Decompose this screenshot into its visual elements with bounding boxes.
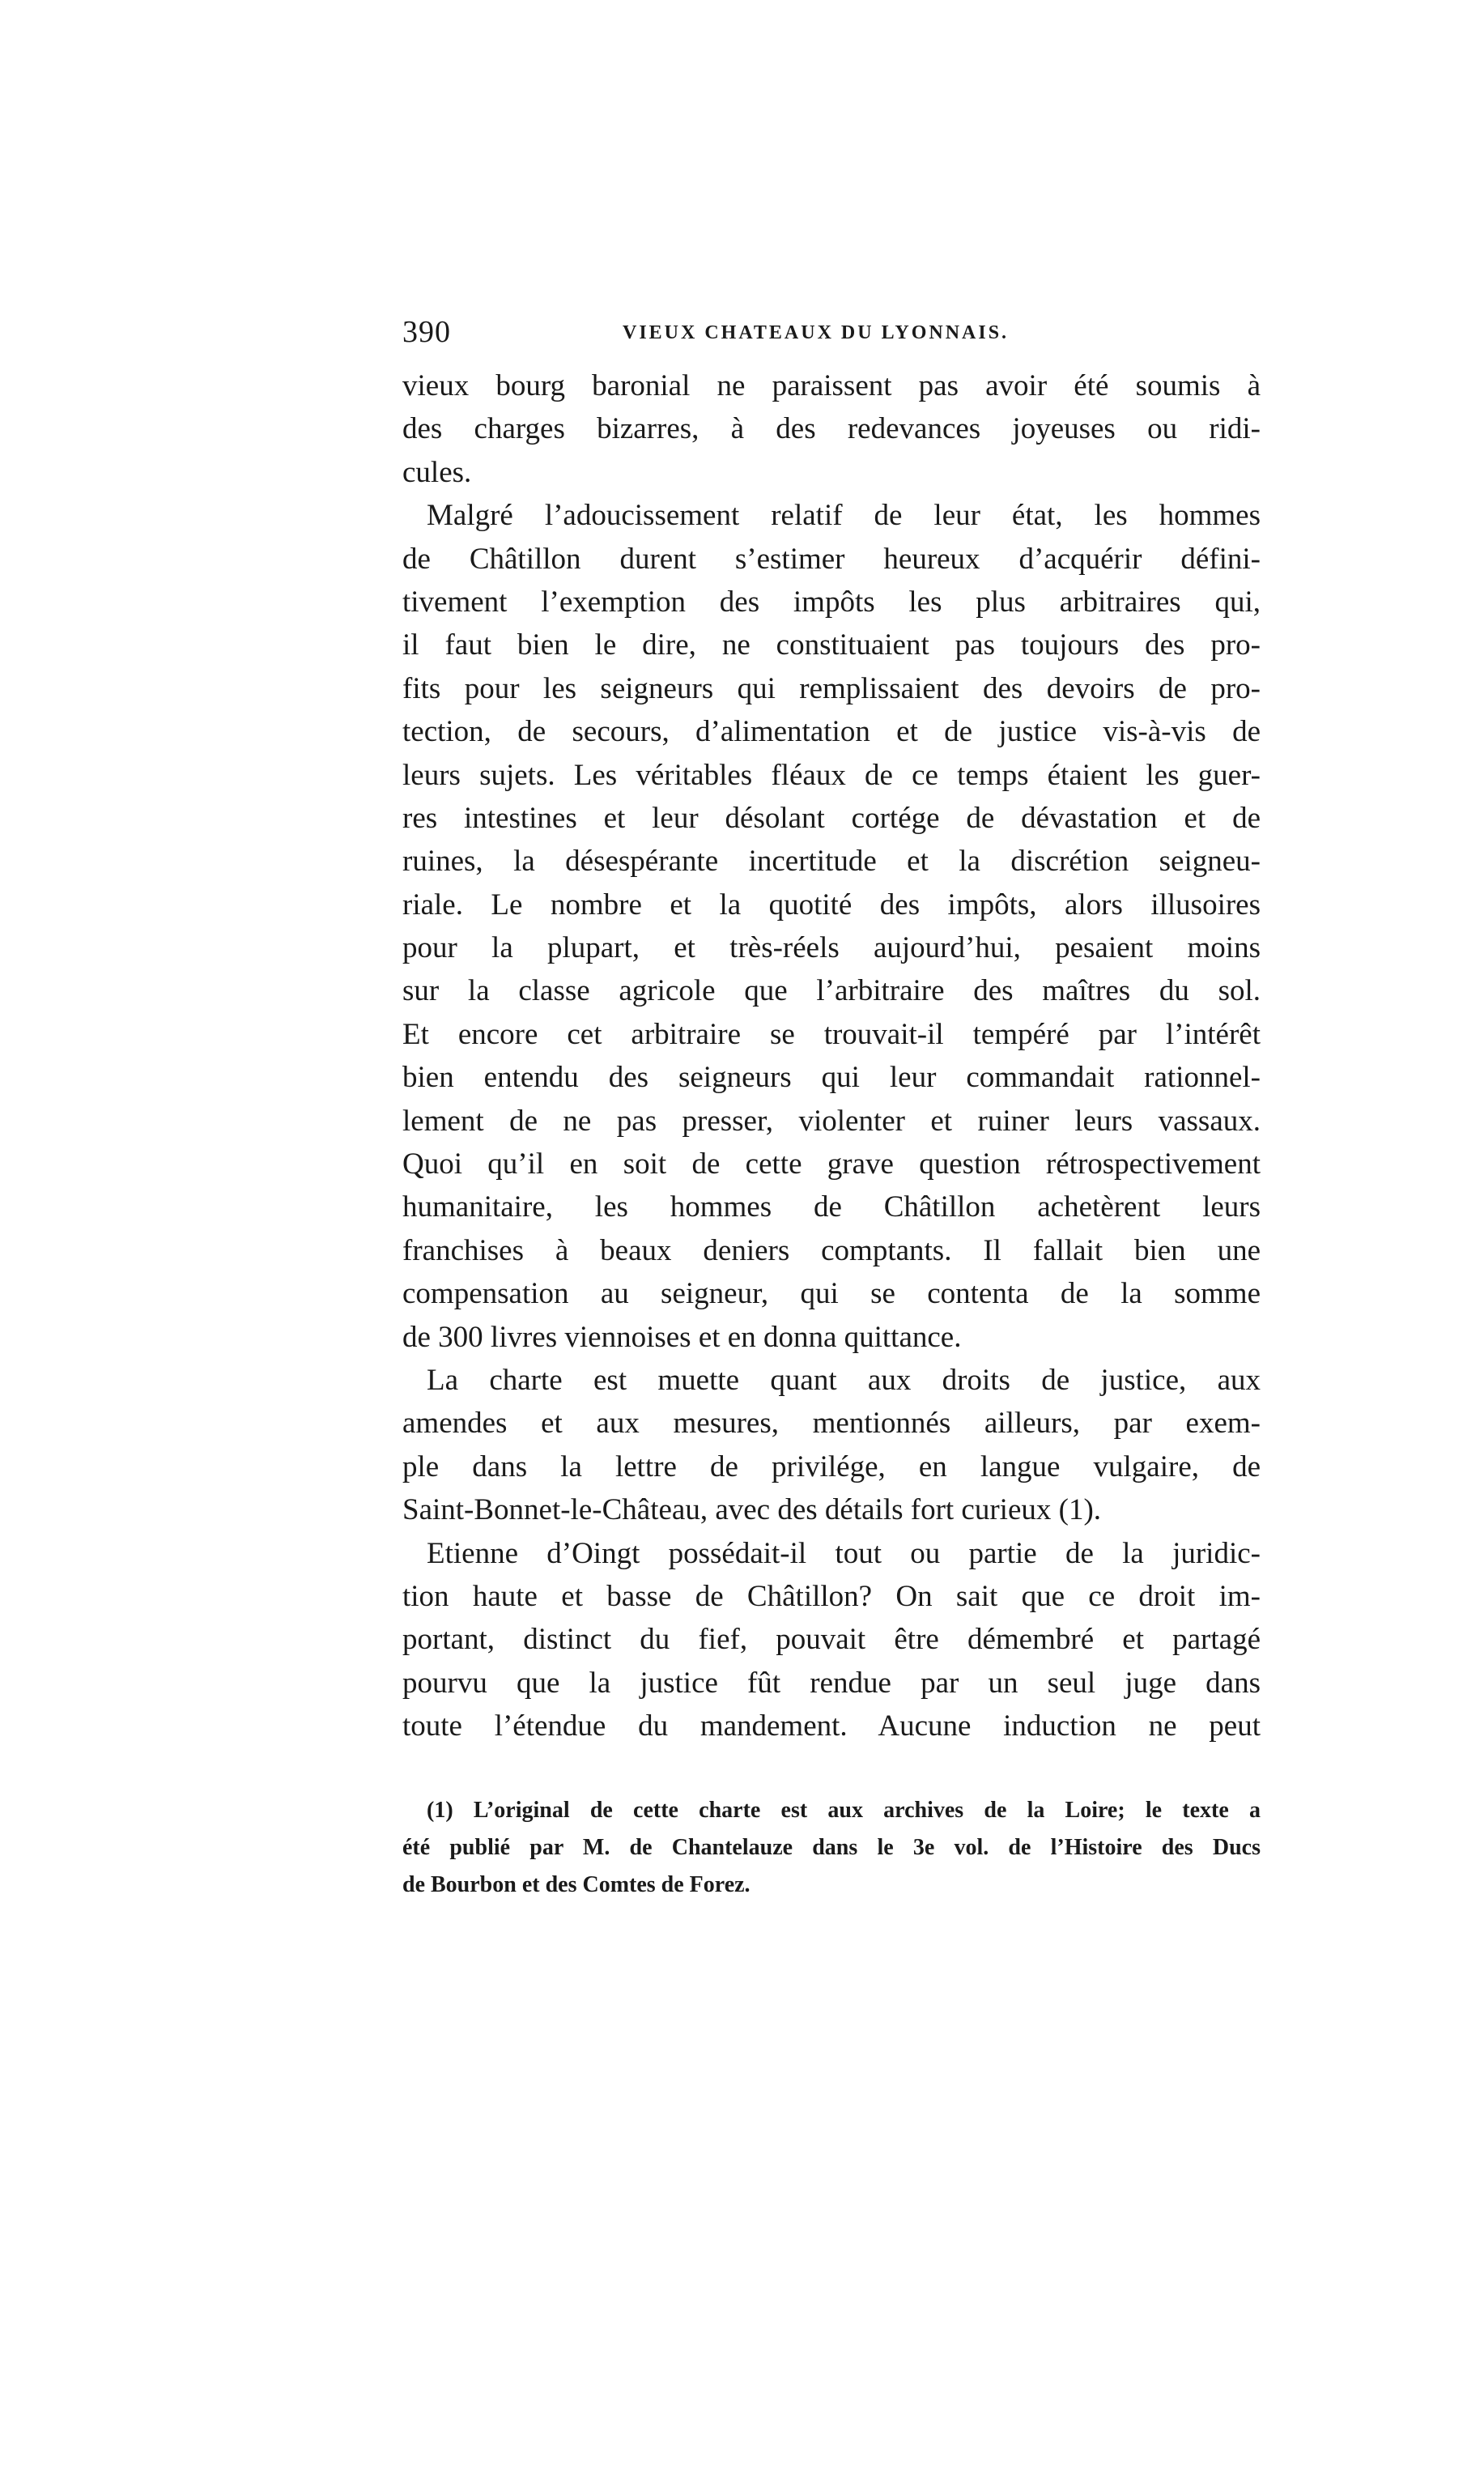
- text-line: humanitaire, les hommes de Châtillon achetèrent leurs: [402, 1190, 1261, 1224]
- text-line: ple dans la lettre de privilége, en langue vulgaire, de: [402, 1449, 1261, 1484]
- text-line: Et encore cet arbitraire se trouvait-il tempéré par l’intérêt: [402, 1017, 1261, 1051]
- text-line: pourvu que la justice fût rendue par un seul juge dans: [402, 1666, 1261, 1700]
- text-line: La charte est muette quant aux droits de justice, aux: [427, 1363, 1261, 1397]
- running-head: VIEUX CHATEAUX DU LYONNAIS.: [623, 322, 1010, 343]
- text-line: res intestines et leur désolant cortége de dévastation et de: [402, 801, 1261, 835]
- body-text: [402, 364, 1261, 1748]
- text-line: des charges bizarres, à des redevances joyeuses ou ridi-: [402, 412, 1261, 446]
- text-line: tection, de secours, d’alimentation et de justice vis-à-vis de: [402, 715, 1261, 749]
- text-line: franchises à beaux deniers comptants. Il fallait bien une: [402, 1233, 1261, 1267]
- text-line: leurs sujets. Les véritables fléaux de ce temps étaient les guer-: [402, 758, 1261, 792]
- text-line: il faut bien le dire, ne constituaient pas toujours des pro-: [402, 628, 1261, 662]
- text-line: Etienne d’Oingt possédait-il tout ou partie de la juridic-: [427, 1536, 1261, 1570]
- text-line: Quoi qu’il en soit de cette grave question rétrospectivement: [402, 1147, 1261, 1181]
- text-line: sur la classe agricole que l’arbitraire des maîtres du sol.: [402, 974, 1261, 1008]
- paragraph-3: [402, 1359, 1261, 1532]
- text-line: amendes et aux mesures, mentionnés ailleurs, par exem-: [402, 1407, 1261, 1441]
- paragraph-2: [402, 494, 1261, 1359]
- text-line: lement de ne pas presser, violenter et ruiner leurs vassaux.: [402, 1104, 1261, 1138]
- text-line: bien entendu des seigneurs qui leur commandait rationnel-: [402, 1061, 1261, 1095]
- text-line: ruines, la désespérante incertitude et la discrétion seigneu-: [402, 845, 1261, 879]
- text-line: portant, distinct du fief, pouvait être démembré et partagé: [402, 1623, 1261, 1657]
- text-line: vieux bourg baronial ne paraissent pas avoir été soumis à: [402, 369, 1261, 402]
- footnote-line: de Bourbon et des Comtes de Forez.: [402, 1872, 751, 1897]
- text-line: Saint-Bonnet-le-Château, avec des détails fort curieux (1).: [402, 1493, 1102, 1527]
- page-header: [402, 314, 1316, 363]
- page-number: 390: [402, 315, 451, 349]
- text-line: de 300 livres viennoises et en donna quittance.: [402, 1320, 962, 1354]
- text-line: Malgré l’adoucissement relatif de leur état, les hommes: [427, 499, 1261, 533]
- footnote-line: été publié par M. de Chantelauze dans le 3e vol. de l’Histoire des Ducs: [402, 1835, 1261, 1860]
- text-line: cules.: [402, 455, 472, 489]
- text-line: fits pour les seigneurs qui remplissaient des devoirs de pro-: [402, 671, 1261, 705]
- text-line: toute l’étendue du mandement. Aucune induction ne peut: [402, 1709, 1261, 1743]
- text-line: tion haute et basse de Châtillon? On sait que ce droit im-: [402, 1579, 1261, 1613]
- paragraph-4: [402, 1532, 1261, 1748]
- text-line: riale. Le nombre et la quotité des impôts, alors illusoires: [402, 888, 1261, 922]
- text-line: pour la plupart, et très-réels aujourd’hui, pesaient moins: [402, 931, 1261, 965]
- text-line: tivement l’exemption des impôts les plus arbitraires qui,: [402, 585, 1261, 619]
- text-line: compensation au seigneur, qui se contenta de la somme: [402, 1277, 1261, 1311]
- paragraph-1: [402, 364, 1261, 494]
- text-line: de Châtillon durent s’estimer heureux d’acquérir défini-: [402, 542, 1261, 576]
- footnote-line: (1) L’original de cette charte est aux archives de la Loire; le texte a: [427, 1798, 1261, 1823]
- footnote: [402, 1792, 1261, 1904]
